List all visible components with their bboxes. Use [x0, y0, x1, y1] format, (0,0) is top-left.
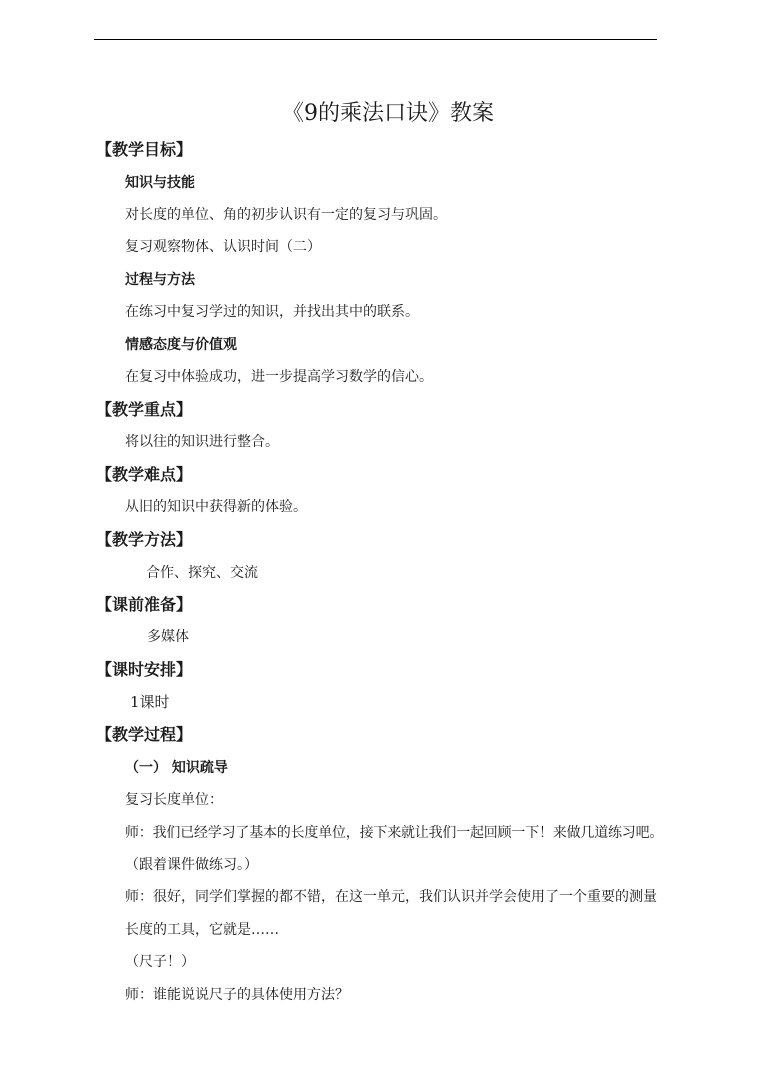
process-line-1: 在练习中复习学过的知识，并找出其中的联系。 — [125, 304, 419, 320]
process-heading: 【教学过程】 — [96, 725, 193, 744]
page-title: 《9的乘法口诀》教案 — [282, 101, 494, 126]
prep-text: 多媒体 — [147, 629, 189, 645]
schedule-text: 1课时 — [130, 693, 170, 711]
key-text: 将以往的知识进行整合。 — [125, 434, 279, 450]
method-heading: 【教学方法】 — [96, 530, 193, 549]
difficult-heading: 【教学难点】 — [96, 465, 193, 484]
knowledge-line-2: 复习观察物体、认识时间（二） — [125, 239, 321, 255]
process-line-2: 师：我们已经学习了基本的长度单位，接下来就让我们一起回顾一下！来做几道练习吧。 — [125, 825, 664, 841]
process-line-3: （跟着课件做练习。） — [125, 857, 258, 873]
method-text: 合作、探究、交流 — [146, 565, 258, 581]
key-heading: 【教学重点】 — [96, 400, 193, 419]
process-method-heading: 过程与方法 — [125, 272, 195, 288]
process-line-1: 复习长度单位： — [125, 792, 223, 808]
process-line-7: 师：谁能说说尺子的具体使用方法？ — [125, 987, 349, 1003]
schedule-heading: 【课时安排】 — [96, 660, 193, 679]
goals-heading: 【教学目标】 — [96, 140, 193, 159]
difficult-text: 从旧的知识中获得新的体验。 — [125, 499, 307, 515]
prep-heading: 【课前准备】 — [96, 595, 193, 614]
emotion-line-1: 在复习中体验成功，进一步提高学习数学的信心。 — [125, 369, 433, 385]
emotion-heading: 情感态度与价值观 — [125, 337, 237, 353]
process-line-6: （尺子！） — [125, 954, 195, 970]
process-line-5: 长度的工具，它就是…… — [125, 922, 279, 938]
knowledge-skill-heading: 知识与技能 — [125, 175, 195, 191]
process-line-4: 师：很好，同学们掌握的都不错，在这一单元，我们认识并学会使用了一个重要的测量 — [125, 889, 657, 905]
knowledge-line-1: 对长度的单位、角的初步认识有一定的复习与巩固。 — [125, 207, 447, 223]
header-rule — [94, 39, 657, 40]
part1-heading: （一） 知识疏导 — [125, 760, 228, 776]
